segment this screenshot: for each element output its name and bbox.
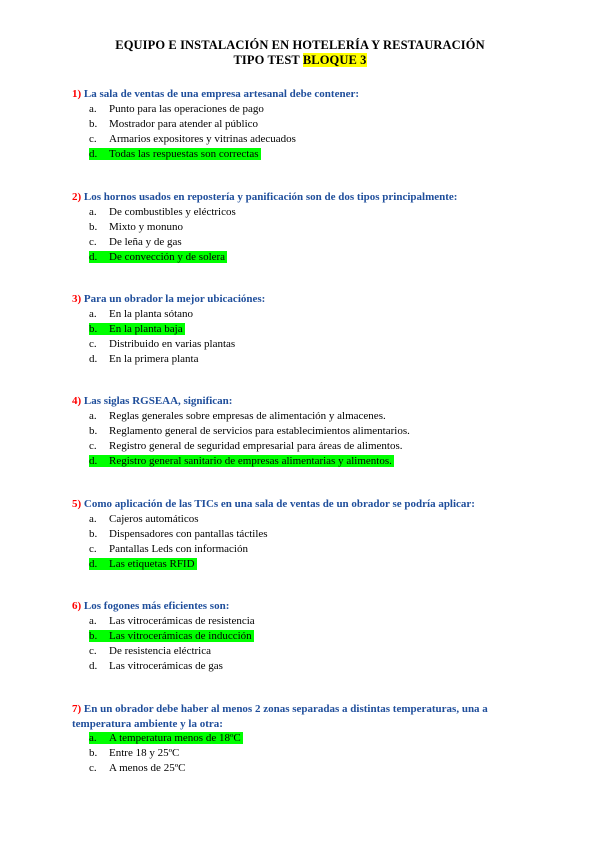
option-letter: c. bbox=[89, 543, 97, 555]
option-letter: c. bbox=[89, 645, 97, 657]
option-text: En la planta sótano bbox=[109, 308, 194, 320]
option-b bbox=[89, 629, 255, 644]
option-c bbox=[89, 235, 236, 250]
question-text: Como aplicación de las TICs en una sala de ventas de un obrador se podría aplicar: bbox=[83, 498, 475, 510]
option-letter: a. bbox=[89, 732, 97, 744]
option-letter: a. bbox=[89, 513, 97, 525]
option-text: Registro general sanitario de empresas alimentarias y alimentos. bbox=[109, 455, 392, 467]
option-text: Distribuido en varias plantas bbox=[109, 338, 236, 350]
option-text: Las etiquetas RFID bbox=[109, 558, 195, 570]
option-text: Reglas generales sobre empresas de alimentación y almacenes. bbox=[109, 410, 386, 422]
option-letter: a. bbox=[89, 308, 97, 320]
option-text: Entre 18 y 25ºC bbox=[109, 747, 180, 759]
option-a bbox=[89, 731, 243, 746]
option-a bbox=[89, 102, 296, 117]
option-text: Cajeros automáticos bbox=[109, 513, 199, 525]
option-text: Mixto y monuno bbox=[109, 221, 183, 233]
option-b bbox=[89, 220, 236, 235]
option-letter: c. bbox=[89, 133, 97, 145]
option-letter: d. bbox=[89, 455, 98, 467]
option-c bbox=[89, 542, 268, 557]
options-list-6 bbox=[89, 614, 255, 674]
option-letter: b. bbox=[89, 528, 98, 540]
question-7 bbox=[72, 702, 512, 732]
question-text: Las siglas RGSEAA, significan: bbox=[83, 395, 233, 407]
option-text: Las vitrocerámicas de resistencia bbox=[109, 615, 255, 627]
option-letter: b. bbox=[89, 323, 98, 335]
option-letter: b. bbox=[89, 118, 98, 130]
option-a bbox=[89, 614, 255, 629]
option-letter: d. bbox=[89, 660, 98, 672]
option-text: Dispensadores con pantallas táctiles bbox=[109, 528, 268, 540]
document-title: EQUIPO E INSTALACIÓN EN HOTELERÍA Y RESTAURACIÓN bbox=[115, 38, 485, 52]
question-2 bbox=[72, 190, 512, 205]
question-text: Los hornos usados en repostería y panificación son de dos tipos principalmente: bbox=[83, 191, 458, 203]
options-list-5 bbox=[89, 512, 268, 572]
option-b bbox=[89, 527, 268, 542]
option-letter: b. bbox=[89, 221, 98, 233]
option-c bbox=[89, 644, 255, 659]
option-c bbox=[89, 132, 296, 147]
option-text: De leña y de gas bbox=[109, 236, 182, 248]
option-letter: c. bbox=[89, 338, 97, 350]
question-text: Los fogones más eficientes son: bbox=[83, 600, 230, 612]
option-text: En la planta baja bbox=[109, 323, 183, 335]
option-letter: a. bbox=[89, 103, 97, 115]
question-number: 6) bbox=[72, 600, 82, 612]
question-number: 7) bbox=[72, 703, 82, 715]
option-c bbox=[89, 337, 235, 352]
option-text: Reglamento general de servicios para establecimientos alimentarios. bbox=[109, 425, 410, 437]
question-number: 1) bbox=[72, 88, 82, 100]
question-number: 5) bbox=[72, 498, 82, 510]
option-b bbox=[89, 117, 296, 132]
option-letter: d. bbox=[89, 148, 98, 160]
option-text: De convección y de solera bbox=[109, 251, 226, 263]
option-letter: a. bbox=[89, 410, 97, 422]
option-a bbox=[89, 512, 268, 527]
option-d bbox=[89, 557, 268, 572]
option-d bbox=[89, 352, 235, 367]
option-text: Pantallas Leds con información bbox=[109, 543, 248, 555]
option-text: Todas las respuestas son correctas bbox=[109, 148, 259, 160]
options-list-4 bbox=[89, 409, 410, 469]
option-text: Armarios expositores y vitrinas adecuados bbox=[109, 133, 296, 145]
options-list-7 bbox=[89, 731, 243, 776]
question-4 bbox=[72, 394, 512, 409]
option-d bbox=[89, 147, 296, 162]
question-text: Para un obrador la mejor ubicaciónes: bbox=[83, 293, 266, 305]
question-text: En un obrador debe haber al menos 2 zonas separadas a distintas temperaturas, una a temperatura ambiente y la otra: bbox=[72, 703, 488, 730]
option-c bbox=[89, 761, 243, 776]
option-letter: c. bbox=[89, 440, 97, 452]
option-letter: d. bbox=[89, 353, 98, 365]
option-text: Las vitrocerámicas de inducción bbox=[109, 630, 252, 642]
option-b bbox=[89, 746, 243, 761]
option-b bbox=[89, 424, 410, 439]
subtitle-prefix: TIPO TEST bbox=[233, 53, 303, 67]
option-text: Mostrador para atender al público bbox=[109, 118, 259, 130]
question-5 bbox=[72, 497, 512, 512]
question-number: 3) bbox=[72, 293, 82, 305]
option-letter: b. bbox=[89, 747, 98, 759]
option-text: A temperatura menos de 18ºC bbox=[109, 732, 241, 744]
options-list-1 bbox=[89, 102, 296, 162]
option-d bbox=[89, 250, 236, 265]
option-letter: b. bbox=[89, 425, 98, 437]
option-a bbox=[89, 409, 410, 424]
option-letter: d. bbox=[89, 251, 98, 263]
option-text: Punto para las operaciones de pago bbox=[109, 103, 264, 115]
question-1 bbox=[72, 87, 512, 102]
option-letter: c. bbox=[89, 762, 97, 774]
options-list-3 bbox=[89, 307, 235, 367]
option-c bbox=[89, 439, 410, 454]
question-text: La sala de ventas de una empresa artesanal debe contener: bbox=[83, 88, 360, 100]
question-number: 4) bbox=[72, 395, 82, 407]
question-number: 2) bbox=[72, 191, 82, 203]
question-6 bbox=[72, 599, 512, 614]
option-a bbox=[89, 205, 236, 220]
document-subtitle bbox=[0, 53, 600, 68]
option-text: Las vitrocerámicas de gas bbox=[109, 660, 223, 672]
option-letter: a. bbox=[89, 615, 97, 627]
question-3 bbox=[72, 292, 512, 307]
option-text: A menos de 25ºC bbox=[109, 762, 186, 774]
option-text: De combustibles y eléctricos bbox=[109, 206, 236, 218]
option-letter: d. bbox=[89, 558, 98, 570]
option-letter: c. bbox=[89, 236, 97, 248]
option-letter: a. bbox=[89, 206, 97, 218]
option-d bbox=[89, 454, 410, 469]
option-text: En la primera planta bbox=[109, 353, 199, 365]
block-highlight: BLOQUE 3 bbox=[302, 53, 367, 67]
option-a bbox=[89, 307, 235, 322]
option-d bbox=[89, 659, 255, 674]
options-list-2 bbox=[89, 205, 236, 265]
option-text: De resistencia eléctrica bbox=[109, 645, 211, 657]
option-letter: b. bbox=[89, 630, 98, 642]
option-b bbox=[89, 322, 235, 337]
option-text: Registro general de seguridad empresarial para áreas de alimentos. bbox=[109, 440, 403, 452]
